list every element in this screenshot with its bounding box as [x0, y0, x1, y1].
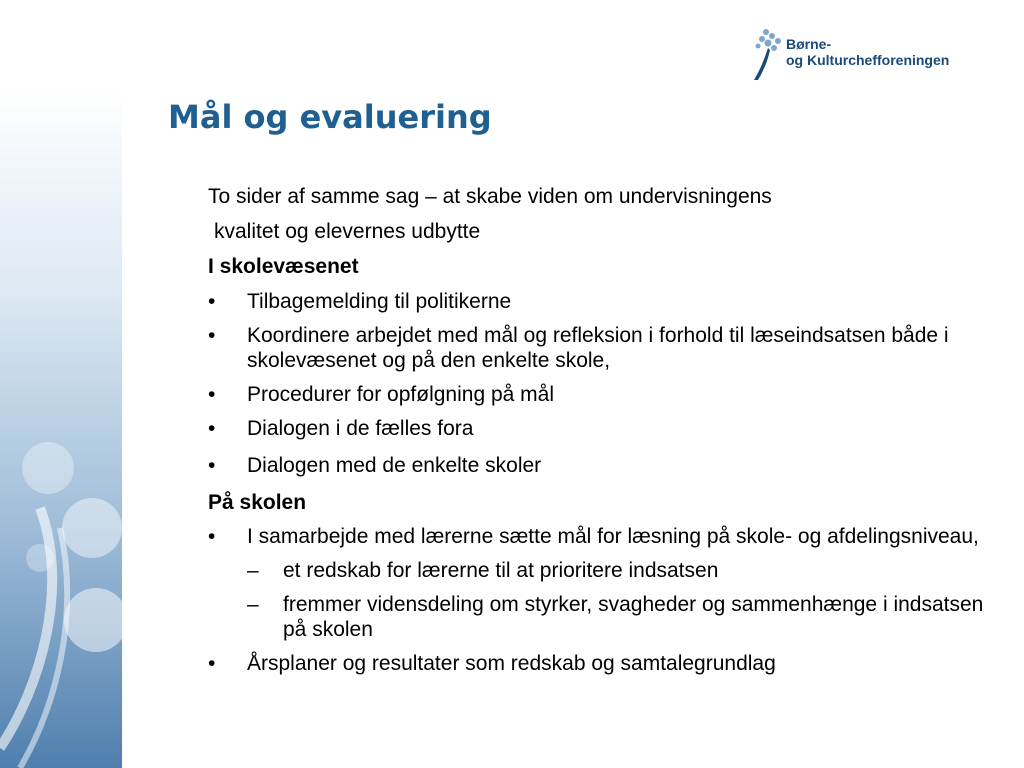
sub-list-item — [208, 592, 988, 642]
logo-line-1: Børne- — [786, 36, 832, 52]
list-item-text: Procedurer for opfølgning på mål — [247, 383, 554, 406]
dash-icon: – — [247, 559, 259, 582]
list-item — [208, 651, 988, 676]
bullet-icon: • — [208, 383, 216, 406]
slide-content — [208, 184, 988, 676]
list-item-text: Årsplaner og resultater som redskab og samtalegrundlag — [247, 652, 776, 675]
decorative-circles-graphic — [0, 88, 122, 768]
sub-list-item-text: fremmer vidensdeling om styrker, svagheder og sammenhænge i indsatsen på skolen — [283, 593, 984, 641]
logo-wordmark — [786, 36, 949, 68]
list-item — [208, 524, 988, 549]
section-heading-paa-skolen: På skolen — [208, 491, 307, 514]
sub-list-item — [208, 558, 988, 583]
logo-line-2: og Kulturchefforeningen — [786, 52, 950, 68]
decorative-side-band — [0, 88, 122, 768]
bullet-icon: • — [208, 417, 216, 440]
intro-line-1: To sider af samme sag – at skabe viden om undervisningens — [208, 185, 772, 208]
dash-icon: – — [247, 593, 259, 616]
list-item — [208, 382, 988, 407]
list-item-text: Tilbagemelding til politikerne — [247, 290, 512, 313]
list-item — [208, 453, 988, 478]
list-item — [208, 416, 988, 441]
bullet-icon: • — [208, 525, 216, 548]
organization-logo — [752, 26, 962, 84]
list-item-text: Koordinere arbejdet med mål og refleksion i forhold til læseindsatsen både i skolevæsenet og på den enkelte skole, — [247, 324, 949, 372]
slide-title: Mål og evaluering — [168, 98, 492, 136]
list-item-text: I samarbejde med lærerne sætte mål for læsning på skole- og afdelingsniveau, — [247, 525, 979, 548]
bullet-icon: • — [208, 454, 216, 477]
bullet-icon: • — [208, 324, 216, 347]
bullet-icon: • — [208, 652, 216, 675]
dots-figure-logo-icon — [752, 26, 788, 82]
list-item-text: Dialogen med de enkelte skoler — [247, 454, 542, 477]
section-heading-skolevaesenet: I skolevæsenet — [208, 255, 359, 278]
bullet-icon: • — [208, 290, 216, 313]
intro-line-2: kvalitet og elevernes udbytte — [214, 220, 481, 243]
list-item — [208, 323, 988, 373]
list-item-text: Dialogen i de fælles fora — [247, 417, 474, 440]
sub-list-item-text: et redskab for lærerne til at prioritere indsatsen — [283, 559, 719, 582]
list-item — [208, 289, 988, 314]
